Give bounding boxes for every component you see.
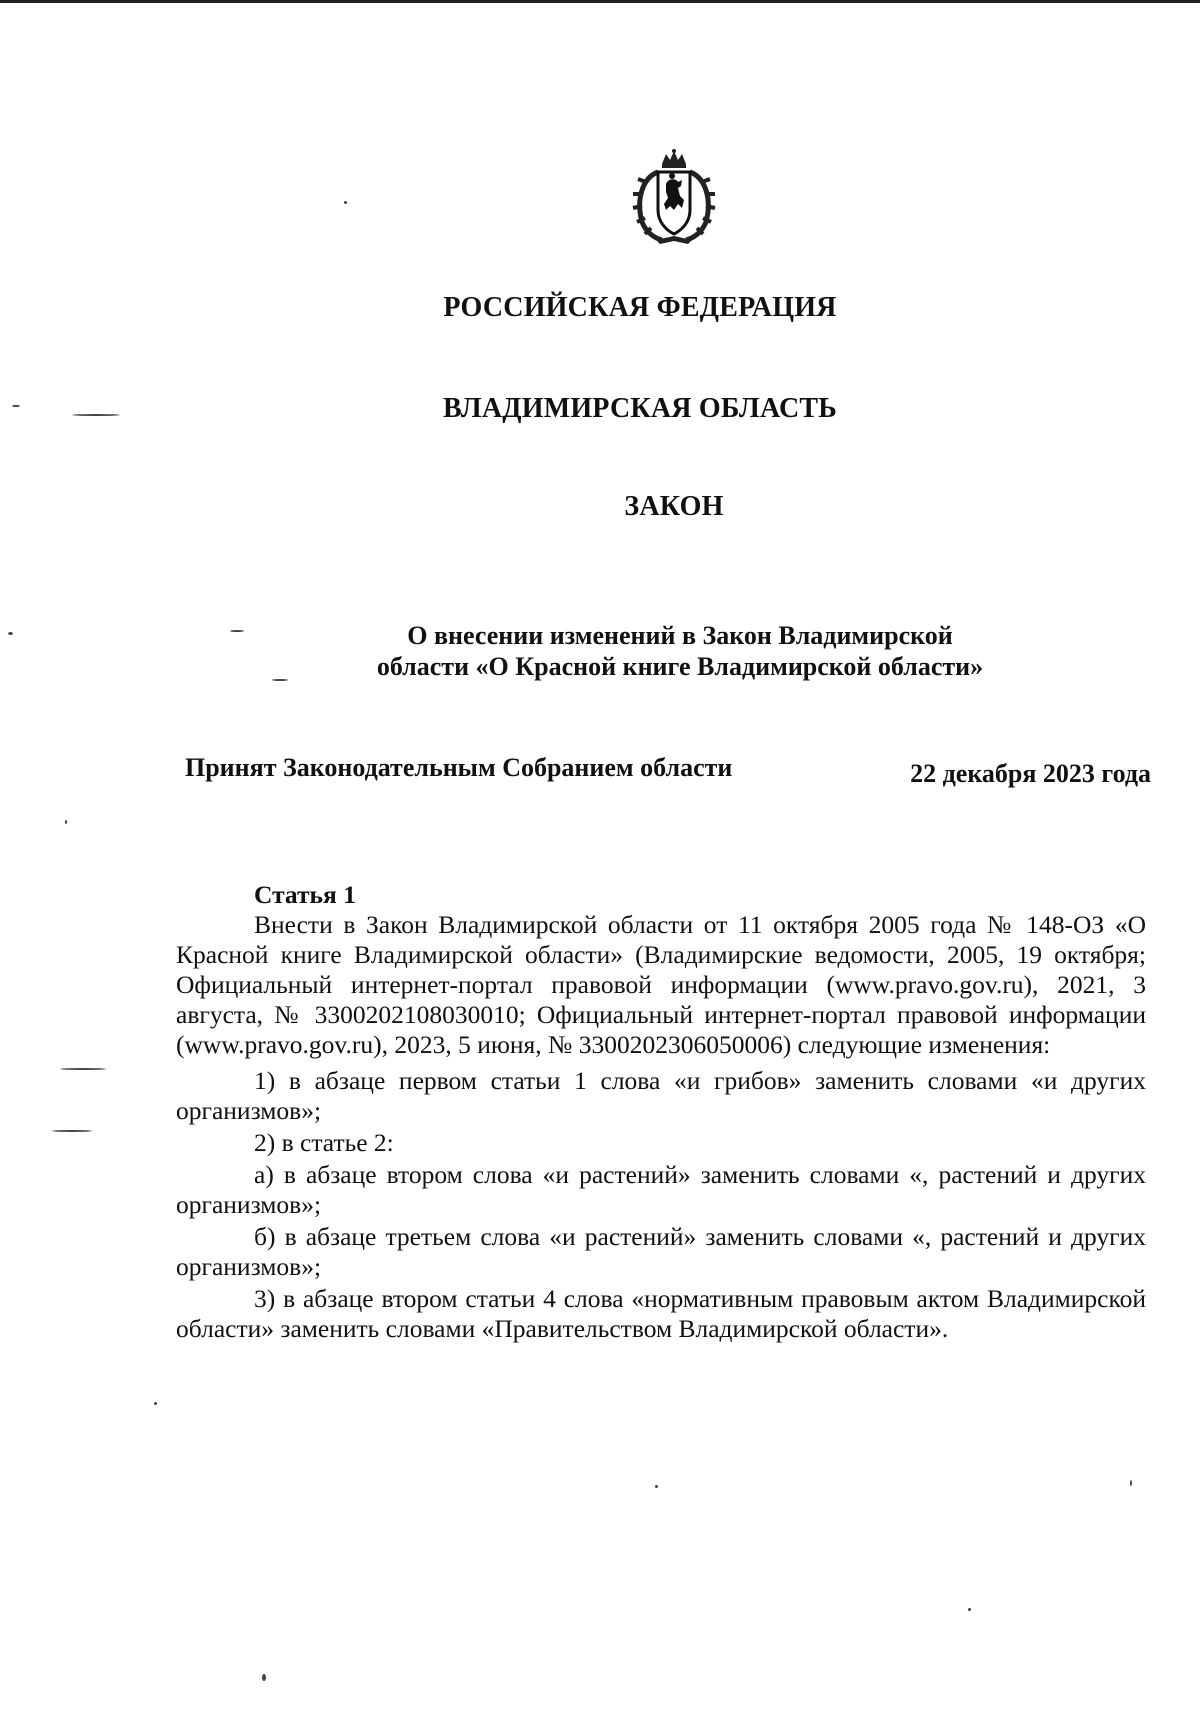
scan-speck	[8, 632, 13, 635]
article-1	[176, 880, 1146, 1350]
article-paragraph: 1) в абзаце первом статьи 1 слова «и грибов» заменить словами «и других организмов»;	[176, 1066, 1146, 1125]
article-title: Статья 1	[254, 880, 356, 909]
adopted-by-text: Принят Законодательным Собранием области	[185, 753, 733, 782]
scan-speck	[65, 820, 67, 824]
country-heading: РОССИЙСКАЯ ФЕДЕРАЦИЯ	[443, 292, 837, 323]
scan-speck	[154, 1402, 157, 1405]
article-paragraph: а) в абзаце втором слова «и растений» заменить словами «, растений и других организмов»;	[176, 1160, 1146, 1219]
scan-speck	[72, 414, 120, 416]
scan-speck	[1130, 1480, 1132, 1486]
scan-speck	[12, 405, 20, 407]
article-paragraph: Внести в Закон Владимирской области от 11 октября 2005 года № 148-ОЗ «О Красной книге Владимирской области» (Владимирские ведомости, 2005, 19 октября; Официальный интернет-портал правовой информации (www.pravo.gov.ru), 2021, 3 августа, № 3300202108030010; Официальный интернет-портал правовой информации (www.pravo.gov.ru), 2023, 5 июня, № 3300202306050006) следующие изменения:	[176, 910, 1146, 1059]
article-paragraph: б) в абзаце третьем слова «и растений» заменить словами «, растений и других организмов»;	[176, 1222, 1146, 1281]
scan-speck	[655, 1485, 658, 1488]
scan-speck	[52, 1130, 92, 1132]
law-title-line-1: О внесении изменений в Закон Владимирской	[407, 621, 953, 650]
scan-speck	[272, 679, 288, 681]
law-title-line-2: области «О Красной книге Владимирской области»	[376, 652, 984, 681]
document-type-heading: ЗАКОН	[624, 491, 724, 522]
scan-speck	[262, 1674, 266, 1681]
top-border-line	[0, 0, 1200, 3]
article-paragraph: 2) в статье 2:	[254, 1128, 394, 1157]
scan-speck	[230, 630, 244, 632]
scan-speck	[344, 201, 347, 204]
scan-speck	[60, 1068, 106, 1070]
article-paragraph: 3) в абзаце втором статьи 4 слова «нормативным правовым актом Владимирской области» заменить словами «Правительством Владимирской области».	[176, 1284, 1146, 1343]
coat-of-arms-icon	[628, 148, 720, 246]
law-title	[330, 620, 1030, 682]
adoption-date: 22 декабря 2023 года	[910, 759, 1151, 788]
scan-speck	[968, 1608, 971, 1611]
region-heading: ВЛАДИМИРСКАЯ ОБЛАСТЬ	[442, 393, 838, 424]
